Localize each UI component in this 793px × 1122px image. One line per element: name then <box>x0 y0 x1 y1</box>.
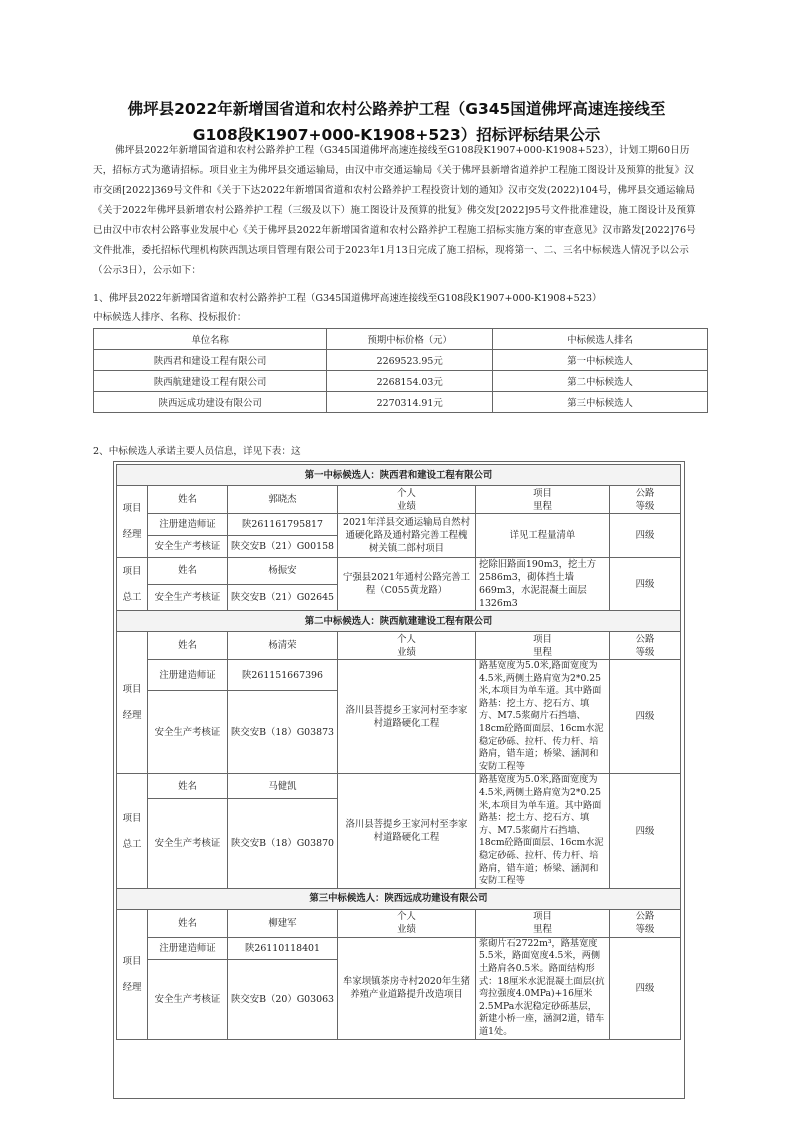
person-name: 郭晓杰 <box>228 486 338 514</box>
safety-number: 陕交安B（18）G03870 <box>228 799 338 889</box>
label-performance: 个人 业绩 <box>338 632 476 660</box>
person-name: 马健凯 <box>228 774 338 799</box>
candidate-2-header: 第二中标候选人：陕西航建建设工程有限公司 <box>117 611 681 632</box>
title-line-2: G108段K1907+000-K1908+523）招标评标结果公示 <box>192 126 601 144</box>
label-grade: 公路 等级 <box>610 632 681 660</box>
candidate-header-row <box>117 611 681 632</box>
label-safety: 安全生产考核证 <box>148 584 228 611</box>
role-label-project-manager: 项目 经理 <box>117 486 148 558</box>
grade-cell: 四级 <box>610 514 681 558</box>
label-cert: 注册建造师证 <box>148 937 228 959</box>
price-cell: 2269523.95元 <box>327 350 493 371</box>
rank-cell: 第三中标候选人 <box>493 392 708 413</box>
label-mileage: 项目 里程 <box>476 909 610 937</box>
table-row <box>117 632 681 660</box>
person-name: 杨振安 <box>228 558 338 585</box>
table-row <box>117 514 681 536</box>
safety-number: 陕交安B（18）G03873 <box>228 691 338 774</box>
company-cell: 陕西远成功建设有限公司 <box>94 392 327 413</box>
table-row <box>117 937 681 959</box>
intro-paragraph: 佛坪县2022年新增国省道和农村公路养护工程（G345国道佛坪高速连接线至G108段K1907+000-K1908+523），计划工期60日历天，招标方式为邀请招标。项目业主为佛坪县交通运输局，由汉中市交通运输局《关于佛坪县新增省道养护工程施工图设计及预算的批复》汉市交函[2022]369号文件和《关于下达2022年新增国省道和农村公路养护工程投资计划的通知》汉市交发(2022)104号，佛坪县交通运输局《关于2022年佛坪县新增农村公路养护工程（三级及以下）施工图设计及预算的批复》佛交发[2022]95号文件批准建设，施工图设计及预算已由汉中市农村公路事业发展中心《关于佛坪县2022年新增国省道和农村公路养护工程施工招标实施方案的审查意见》汉市路发[2022]76号文件批准，委托招标代理机构陕西凯达项目管理有限公司于2023年1月13日完成了施工招标，现将第一、二、三名中标候选人情况予以公示（公示3日），公示如下： <box>93 145 696 276</box>
grade-cell: 四级 <box>610 660 681 774</box>
cert-number: 陕26110118401 <box>228 937 338 959</box>
candidate-ranking-table <box>93 328 708 413</box>
role-label-chief-engineer: 项目 总工 <box>117 774 148 888</box>
grade-cell: 四级 <box>610 558 681 611</box>
company-cell: 陕西君和建设工程有限公司 <box>94 350 327 371</box>
cert-number: 陕261161795817 <box>228 514 338 536</box>
table-row <box>117 486 681 514</box>
label-performance: 个人 业绩 <box>338 486 476 514</box>
table-row <box>94 350 708 371</box>
performance-cell: 宁强县2021年通村公路完善工程（C055黄龙路） <box>338 558 476 611</box>
label-cert: 注册建造师证 <box>148 660 228 691</box>
table-row <box>94 371 708 392</box>
mileage-cell: 浆砌片石2722m³，路基宽度5.5米，路面宽度4.5米，两侧土路肩各0.5米。路面结构形式：18厘米水泥混凝土面层(抗弯拉强度4.0MPa)+16厘米2.5MPa水泥稳定砂砾基层，新建小桥一座，涵洞2道，错车道1处。 <box>476 937 610 1039</box>
performance-cell: 洛川县菩提乡王家河村至李家村道路硬化工程 <box>338 660 476 774</box>
person-name: 杨清荣 <box>228 632 338 660</box>
label-grade: 公路 等级 <box>610 909 681 937</box>
label-safety: 安全生产考核证 <box>148 799 228 889</box>
performance-cell: 2021年洋县交通运输局自然村通硬化路及通村路完善工程槐树关镇二郎村项目 <box>338 514 476 558</box>
safety-number: 陕交安B（21）G00158 <box>228 536 338 558</box>
label-name: 姓名 <box>148 909 228 937</box>
label-grade: 公路 等级 <box>610 486 681 514</box>
title-line-1: 佛坪县2022年新增国省道和农村公路养护工程（G345国道佛坪高速连接线至 <box>127 100 666 118</box>
person-name: 柳建军 <box>228 909 338 937</box>
safety-number: 陕交安B（21）G02645 <box>228 584 338 611</box>
label-safety: 安全生产考核证 <box>148 691 228 774</box>
label-safety: 安全生产考核证 <box>148 959 228 1039</box>
label-cert: 注册建造师证 <box>148 514 228 536</box>
performance-cell: 洛川县菩提乡王家河村至李家村道路硬化工程 <box>338 774 476 888</box>
cert-number: 陕261151667396 <box>228 660 338 691</box>
label-mileage: 项目 里程 <box>476 632 610 660</box>
label-safety: 安全生产考核证 <box>148 536 228 558</box>
column-header-rank: 中标候选人排名 <box>493 329 708 350</box>
table-row <box>117 774 681 799</box>
candidate-header-row <box>117 888 681 909</box>
company-cell: 陕西航建建设工程有限公司 <box>94 371 327 392</box>
candidate-3-header: 第三中标候选人：陕西远成功建设有限公司 <box>117 888 681 909</box>
section1-subheading: 中标候选人排序、名称、投标报价： <box>93 312 247 323</box>
candidate-1-header: 第一中标候选人：陕西君和建设工程有限公司 <box>117 465 681 486</box>
price-cell: 2268154.03元 <box>327 371 493 392</box>
table-row <box>94 392 708 413</box>
mileage-cell: 路基宽度为5.0米,路面宽度为4.5米,两侧土路肩宽为2*0.25米,本项目为单车道。其中路面路基：挖土方、挖石方、填方、M7.5浆砌片石挡墙、18cm砼路面面层、16cm水泥稳定砂砾、拉杆、传力杆、培路肩，错车道；桥梁、涵洞和安防工程等 <box>476 774 610 888</box>
price-cell: 2270314.91元 <box>327 392 493 413</box>
mileage-cell: 详见工程量清单 <box>476 514 610 558</box>
section1-heading: 1、佛坪县2022年新增国省道和农村公路养护工程（G345国道佛坪高速连接线至G108段K1907+000-K1908+523） <box>93 293 602 304</box>
grade-cell: 四级 <box>610 774 681 888</box>
role-label-project-manager: 项目 经理 <box>117 909 148 1039</box>
table-header-row <box>94 329 708 350</box>
mileage-cell: 挖除旧路面190m3，挖土方2586m3，砌体挡土墙669m3，水泥混凝土面层1326m3 <box>476 558 610 611</box>
label-performance: 个人 业绩 <box>338 909 476 937</box>
role-label-chief-engineer: 项目 总工 <box>117 558 148 611</box>
table-row <box>117 909 681 937</box>
table-row <box>117 660 681 691</box>
label-name: 姓名 <box>148 558 228 585</box>
personnel-table <box>116 464 681 1040</box>
column-header-price: 预期中标价格（元） <box>327 329 493 350</box>
safety-number: 陕交安B（20）G03063 <box>228 959 338 1039</box>
grade-cell: 四级 <box>610 937 681 1039</box>
performance-cell: 牟家坝镇茶房寺村2020年生猪养殖产业道路提升改造项目 <box>338 937 476 1039</box>
rank-cell: 第二中标候选人 <box>493 371 708 392</box>
mileage-cell: 路基宽度为5.0米,路面宽度为4.5米,两侧土路肩宽为2*0.25米,本项目为单车道。其中路面路基：挖土方、挖石方、填方、M7.5浆砌片石挡墙、18cm砼路面面层、16cm水泥稳定砂砾、拉杆、传力杆、培路肩，错车道；桥梁、涵洞和安防工程等 <box>476 660 610 774</box>
label-name: 姓名 <box>148 632 228 660</box>
role-label-project-manager: 项目 经理 <box>117 632 148 774</box>
label-mileage: 项目 里程 <box>476 486 610 514</box>
candidate-header-row <box>117 465 681 486</box>
table-row <box>117 558 681 585</box>
label-name: 姓名 <box>148 486 228 514</box>
column-header-company: 单位名称 <box>94 329 327 350</box>
section2-heading: 2、中标候选人承诺主要人员信息，详见下表：这 <box>93 446 301 457</box>
label-name: 姓名 <box>148 774 228 799</box>
rank-cell: 第一中标候选人 <box>493 350 708 371</box>
